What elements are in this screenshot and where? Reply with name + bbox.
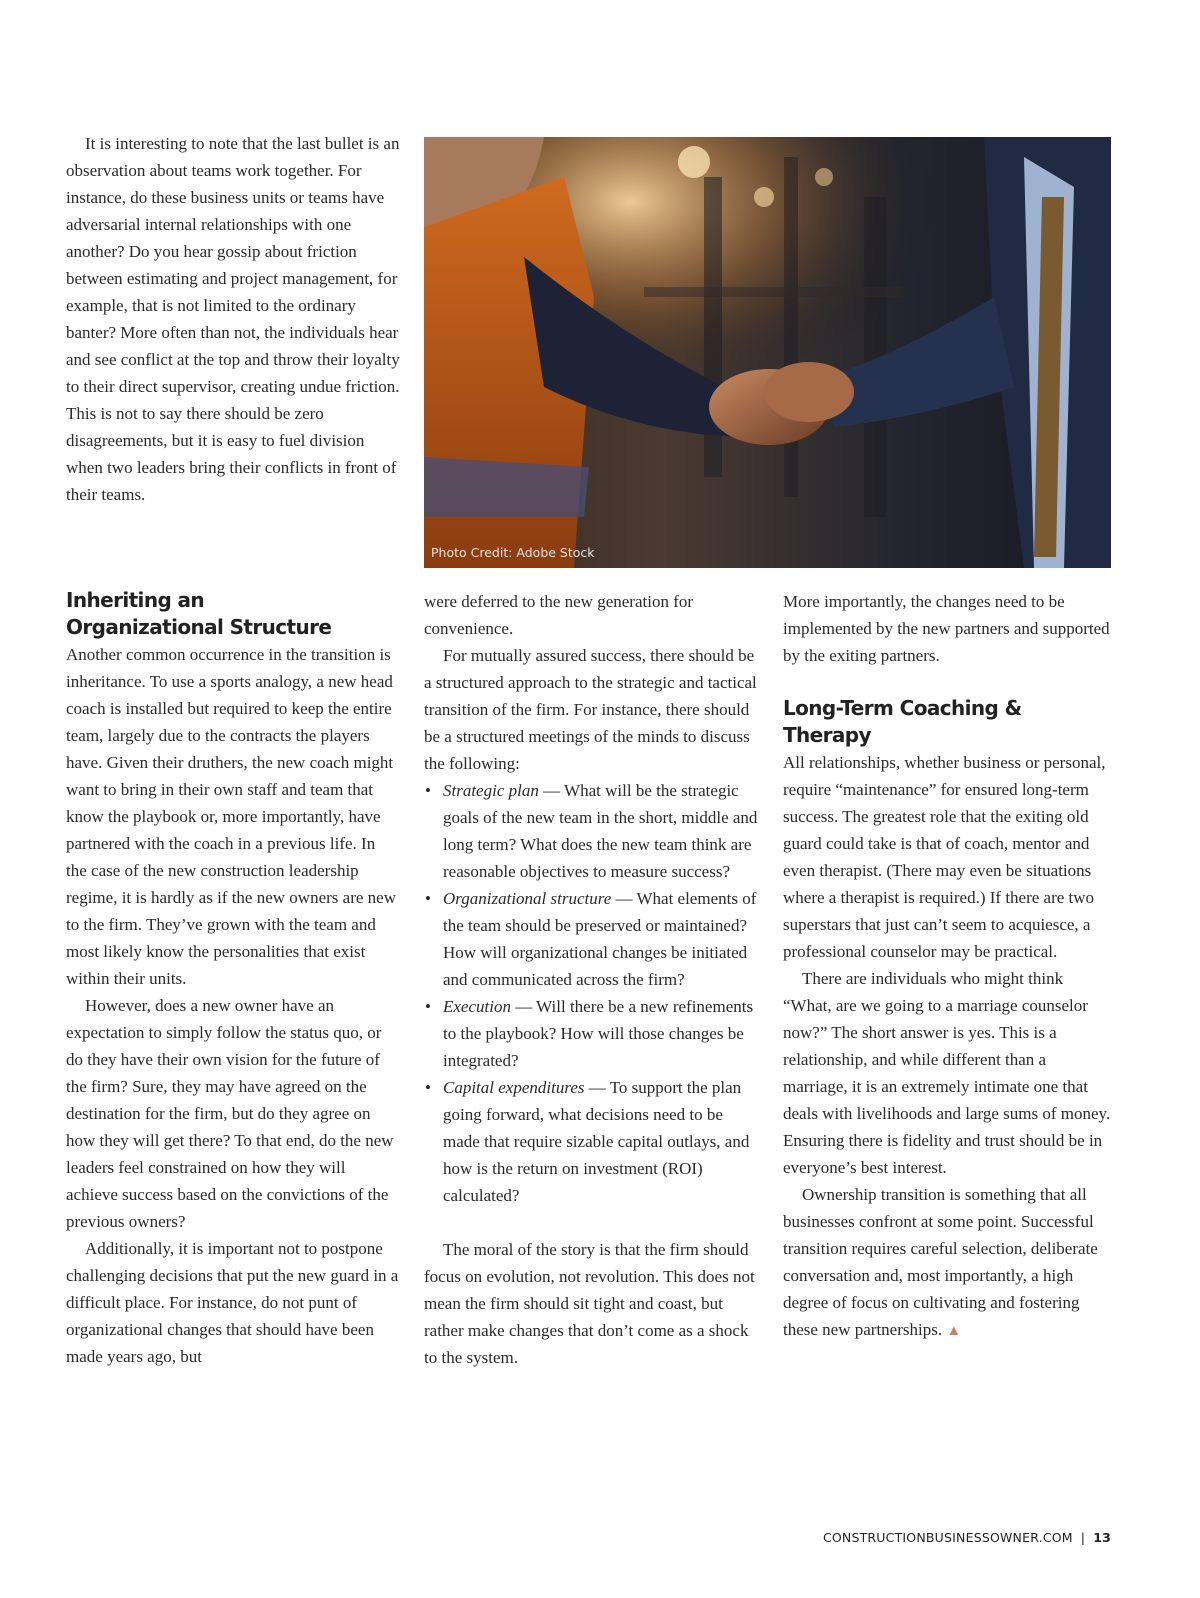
bullet-text: — What will be the strategic goals of the new team in the short, middle and long term? What does the new team think are reasonable objectives to measure success? [443, 781, 758, 881]
list-item [424, 777, 760, 885]
column-3 [783, 588, 1113, 1345]
heading-inheriting: Inheriting an Organizational Structure [66, 588, 332, 639]
structured-approach-paragraph: For mutually assured success, there should be a structured approach to the strategic and tactical transition of the firm. For instance, there should be a structured meetings of the minds to discuss the following: [424, 646, 757, 773]
bullet-term: Capital expenditures [443, 1078, 585, 1097]
coaching-paragraph-2: There are individuals who might think “What, are we going to a marriage counselor now?” The short answer is yes. This is a relationship, and while different than a marriage, it is an extremely intimate one that deals with livelihoods and large sums of money. Ensuring there is fidelity and trust should be in everyone’s best interest. [783, 969, 1111, 1177]
topics-list [424, 777, 760, 1209]
bullet-term: Organizational structure [443, 889, 612, 908]
footer-separator: | [1080, 1530, 1086, 1545]
bullet-term: Execution [443, 997, 511, 1016]
page-number: 13 [1093, 1530, 1111, 1545]
bullet-term: Strategic plan [443, 781, 539, 800]
photo-credit: Photo Credit: Adobe Stock [431, 545, 595, 560]
closing-paragraph [783, 1181, 1113, 1345]
column-1-top [66, 130, 400, 508]
closing-text: Ownership transition is something that all businesses confront at some point. Successful transition requires careful selection, deliberate conversation and, most importantly, a high degree of focus on cultivating and fostering these new partnerships. [783, 1185, 1098, 1339]
column-1-lower [66, 587, 400, 1370]
list-item [424, 885, 760, 993]
moral-paragraph: The moral of the story is that the firm should focus on evolution, not revolution. This does not mean the firm should sit tight and coast, but rather make changes that don’t come as a shock to the system. [424, 1240, 755, 1367]
triangle-end-mark-icon: ▲ [946, 1323, 962, 1339]
column-2 [424, 588, 760, 1371]
handshake-illustration [424, 137, 1111, 568]
continued-paragraph: were deferred to the new generation for convenience. [424, 592, 694, 638]
inheriting-paragraph-3: Additionally, it is important not to postpone challenging decisions that put the new guard in a difficult place. For instance, do not punt of organizational changes that should have been made years ago, but [66, 1239, 399, 1366]
bullet-text: — What elements of the team should be preserved or maintained? How will organizational changes be initiated and communicated across the firm? [443, 889, 757, 989]
bullet-text: — To support the plan going forward, what decisions need to be made that require sizable capital outlays, and how is the return on investment (ROI) calculated? [443, 1078, 750, 1205]
inheriting-paragraph-1: Another common occurrence in the transition is inheritance. To use a sports analogy, a new head coach is installed but required to keep the entire team, largely due to the contracts the players have. Given their druthers, the new coach might want to bring in their own staff and team that know the playbook or, more importantly, have partnered with the coach in a previous life. In the case of the new construction leadership regime, it is hardly as if the new owners are new to the firm. They’ve grown with the team and most likely know the personalities that exist within their units. [66, 645, 396, 988]
inheriting-paragraph-2: However, does a new owner have an expectation to simply follow the status quo, or do they have their own vision for the future of the firm? Sure, they may have agreed on the destination for the firm, but do they agree on how they will get there? To that end, do the new leaders feel constrained on how they will achieve success based on the convictions of the previous owners? [66, 996, 394, 1231]
heading-coaching: Long-Term Coaching & Therapy [783, 696, 1022, 747]
footer-site: CONSTRUCTIONBUSINESSOWNER.COM [822, 1530, 1073, 1545]
list-item [424, 993, 760, 1074]
coaching-paragraph-1: All relationships, whether business or personal, require “maintenance” for ensured long-term success. The greatest role that the exiting old guard could take is that of coach, mentor and even therapist. (There may even be situations where a therapist is required.) If there are two superstars that just can’t seem to acquiesce, a professional counselor may be practical. [783, 753, 1106, 961]
list-item [424, 1074, 760, 1209]
handshake-photo [424, 137, 1111, 568]
bullet-text: — Will there be a new refinements to the playbook? How will those changes be integrated? [443, 997, 754, 1070]
page-footer [823, 1530, 1111, 1545]
implementation-paragraph: More importantly, the changes need to be implemented by the new partners and supported by the exiting partners. [783, 592, 1110, 665]
intro-paragraph: It is interesting to note that the last bullet is an observation about teams work together. For instance, do these business units or teams have adversarial internal relationships with one another? Do you hear gossip about friction between estimating and project management, for example, that is not limited to the ordinary banter? More often than not, the individuals hear and see conflict at the top and throw their loyalty to their direct supervisor, creating undue friction. This is not to say there should be zero disagreements, but it is easy to fuel division when two leaders bring their conflicts in front of their teams. [66, 134, 400, 504]
